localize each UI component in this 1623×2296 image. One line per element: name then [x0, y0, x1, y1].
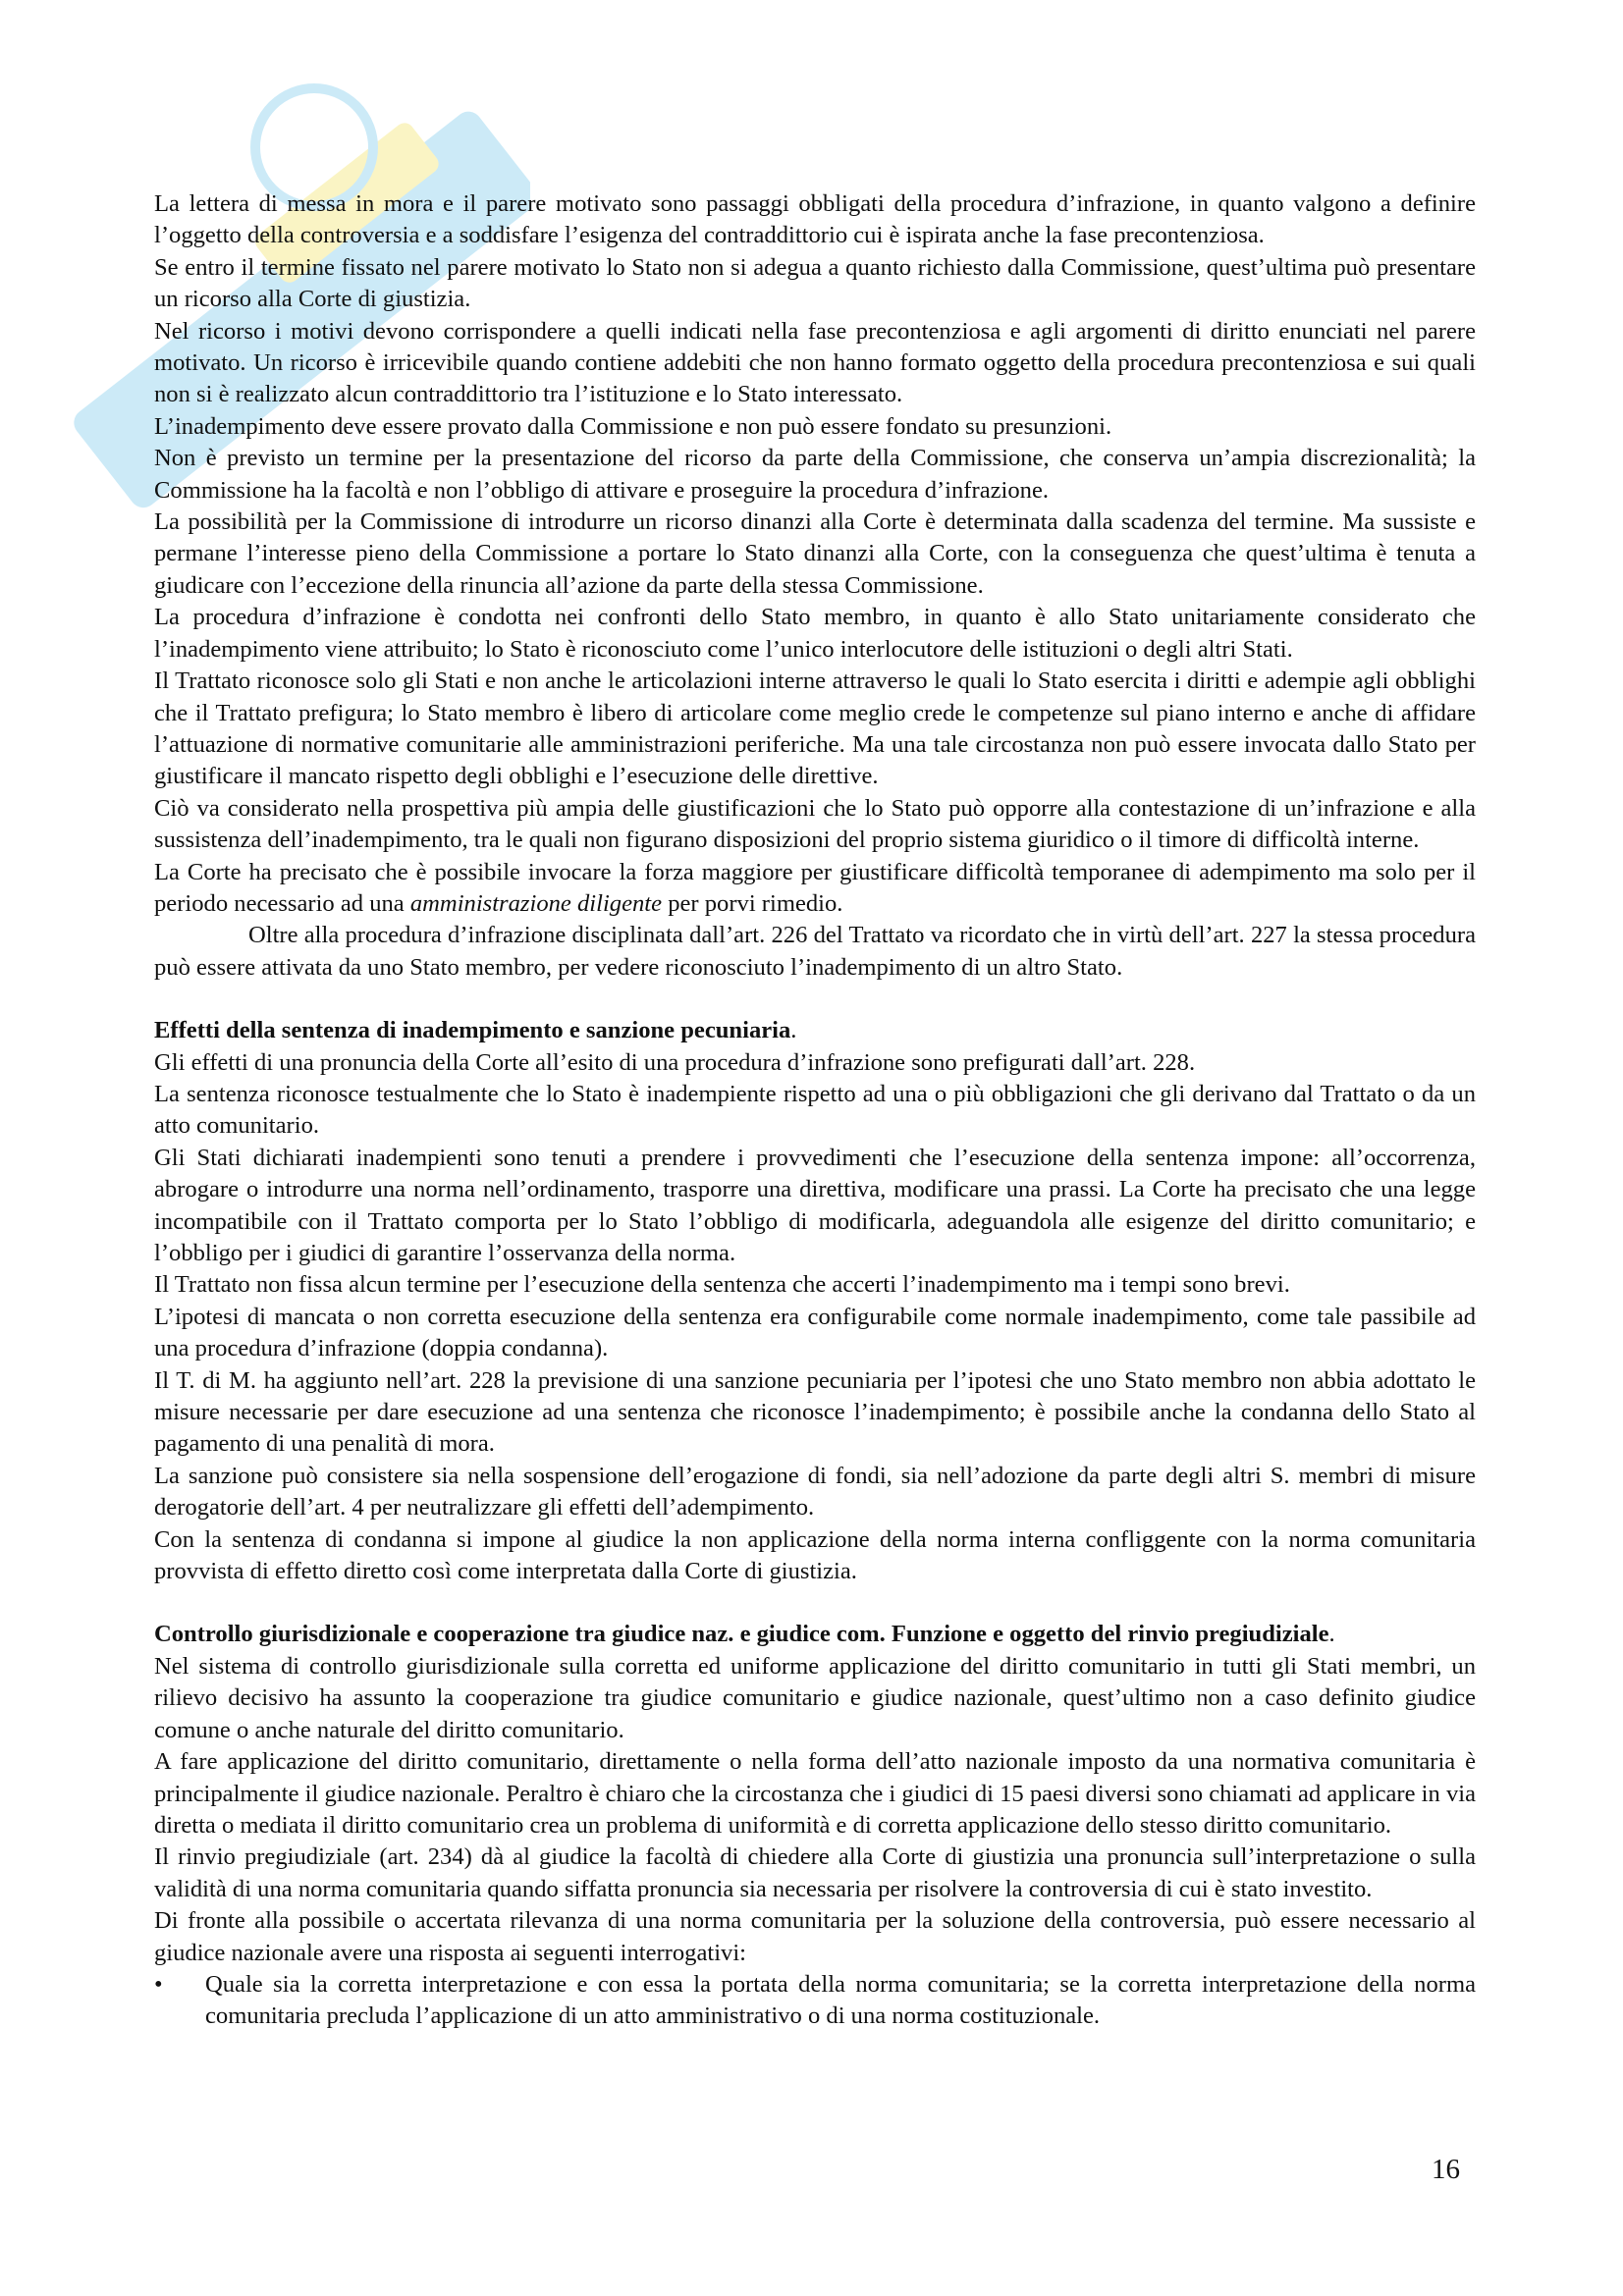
paragraph: Il rinvio pregiudiziale (art. 234) dà al giudice la facoltà di chiedere alla Corte di giustizia una pronuncia sull’interpretazione o sulla validità di una norma comunitaria quando siffatta pronuncia sia necessaria per risolvere la controversia di cui è stato investito. — [154, 1843, 1476, 1902]
paragraph: La possibilità per la Commissione di introdurre un ricorso dinanzi alla Corte è determinata dalla scadenza del termine. Ma sussiste e permane l’interesse pieno della Commissione a portare lo Stato dinanzi alla Corte, con la conseguenza che quest’ultima è tenuta a giudicare con l’eccezione della rinuncia all’azione da parte della stessa Commissione. — [154, 508, 1476, 599]
section-rinvio-pregiudiziale — [154, 1619, 1476, 2032]
paragraph: Gli effetti di una pronuncia della Corte all’esito di una procedura d’infrazione sono prefigurati dall’art. 228. — [154, 1048, 1196, 1076]
section-effetti-sentenza — [154, 1015, 1476, 1587]
paragraph: Il T. di M. ha aggiunto nell’art. 228 la previsione di una sanzione pecuniaria per l’ipotesi che uno Stato membro non abbia adottato le misure necessarie per dare esecuzione ad una sentenza che riconosce l’inadempimento; è possibile anche la condanna dello Stato al pagamento di una penalità di mora. — [154, 1366, 1476, 1458]
paragraph: L’inadempimento deve essere provato dalla Commissione e non può essere fondato su presunzioni. — [154, 412, 1112, 440]
section-heading — [154, 1619, 1476, 1650]
page-number: 16 — [1432, 2154, 1460, 2185]
paragraph: Nel sistema di controllo giurisdizionale sulla corretta ed uniforme applicazione del diritto comunitario in tutti gli Stati membri, un rilievo decisivo ha assunto la cooperazione tra giudice comunitario e giudice nazionale, quest’ultimo non a caso definito giudice comune o anche naturale del diritto comunitario. — [154, 1652, 1476, 1743]
paragraph: La procedura d’infrazione è condotta nei confronti dello Stato membro, in quanto è allo Stato unitariamente considerato che l’inadempimento viene attribuito; lo Stato è riconosciuto come l’unico interlocutore delle istituzioni o degli altri Stati. — [154, 604, 1476, 663]
heading-suffix: . — [790, 1017, 797, 1044]
paragraph-indented: Oltre alla procedura d’infrazione disciplinata dall’art. 226 del Trattato va ricordato che in virtù dell’art. 227 la stessa procedura può essere attivata da uno Stato membro, per vedere riconosciuto l’inadempimento di un altro Stato. — [154, 922, 1476, 981]
spacer — [154, 1587, 1476, 1619]
italic-term: amministrazione diligente — [409, 889, 663, 917]
paragraph: Se entro il termine fissato nel parere motivato lo Stato non si adegua a quanto richiesto dalla Commissione, quest’ultima può presentare un ricorso alla Corte di giustizia. — [154, 253, 1476, 313]
paragraph: Ciò va considerato nella prospettiva più ampia delle giustificazioni che lo Stato può opporre alla contestazione di un’infrazione e alla sussistenza dell’inadempimento, tra le quali non figurano disposizioni del proprio sistema giuridico o il timore di difficoltà interne. — [154, 794, 1476, 854]
paragraph: La sentenza riconosce testualmente che lo Stato è inadempiente rispetto ad una o più obbligazioni che gli derivano dal Trattato o da un atto comunitario. — [154, 1080, 1476, 1140]
paragraph: Non è previsto un termine per la presentazione del ricorso da parte della Commissione, che conserva un’ampia discrezionalità; la Commissione ha la facoltà e non l’obbligo di attivare e proseguire la procedura d’infrazione. — [154, 445, 1476, 504]
paragraph: Con la sentenza di condanna si impone al giudice la non applicazione della norma interna confliggente con la norma comunitaria provvista di effetto diretto così come interpretata dalla Corte di giustizia. — [154, 1525, 1476, 1585]
paragraph: A fare applicazione del diritto comunitario, direttamente o nella forma dell’atto nazionale imposto da una normativa comunitaria è principalmente il giudice nazionale. Peraltro è chiaro che la circostanza che i giudici di 15 paesi diversi sono chiamati ad applicare in via diretta o mediata il diritto comunitario crea un problema di uniformità e di corretta applicazione dello stesso diritto comunitario. — [154, 1748, 1476, 1839]
heading-text: Controllo giurisdizionale e cooperazione tra giudice naz. e giudice com. Funzione e oggetto del rinvio pregiudiziale — [154, 1621, 1329, 1648]
bullet-icon: • — [154, 1970, 163, 1998]
paragraph-forza-maggiore — [154, 857, 1476, 921]
heading-text: Effetti della sentenza di inadempimento e sanzione pecuniaria — [154, 1017, 791, 1044]
paragraph: L’ipotesi di mancata o non corretta esecuzione della sentenza era configurabile come normale inadempimento, come tale passibile ad una procedura d’infrazione (doppia condanna). — [154, 1303, 1476, 1362]
paragraph: Di fronte alla possibile o accertata rilevanza di una norma comunitaria per la soluzione della controversia, può essere necessario al giudice nazionale avere una risposta ai seguenti interrogativi: — [154, 1907, 1476, 1966]
spacer — [154, 984, 1476, 1015]
list-item — [154, 1969, 1476, 2033]
section-heading — [154, 1015, 1476, 1046]
paragraph: Il Trattato riconosce solo gli Stati e non anche le articolazioni interne attraverso le quali lo Stato esercita i diritti e adempie agli obblighi che il Trattato prefigura; lo Stato membro è libero di articolare come meglio crede le competenze sul piano interno e anche di affidare l’attuazione di normative comunitarie alle amministrazioni periferiche. Ma una tale circostanza non può essere invocata dallo Stato per giustificare il mancato rispetto degli obblighi e l’esecuzione delle direttive. — [154, 667, 1476, 790]
list-item-text: Quale sia la corretta interpretazione e con essa la portata della norma comunitaria; se la corretta interpretazione della norma comunitaria precluda l’applicazione di un atto amministrativo o di una norma costituzionale. — [205, 1970, 1476, 2030]
paragraph: Il Trattato non fissa alcun termine per l’esecuzione della sentenza che accerti l’inadempimento ma i tempi sono brevi. — [154, 1271, 1290, 1299]
section-procedura-infrazione — [154, 188, 1476, 984]
paragraph: La sanzione può consistere sia nella sospensione dell’erogazione di fondi, sia nell’adozione da parte degli altri S. membri di misure derogatorie dell’art. 4 per neutralizzare gli effetti dell’adempimento. — [154, 1462, 1476, 1522]
paragraph: Gli Stati dichiarati inadempienti sono tenuti a prendere i provvedimenti che l’esecuzione della sentenza impone: all’occorrenza, abrogare o introdurre una norma nell’ordinamento, trasporre una direttiva, modificare una prassi. La Corte ha precisato che una legge incompatibile con il Trattato comporta per lo Stato l’obbligo di modificarla, adeguandola alle esigenze del diritto comunitario; e l’obbligo per i giudici di garantire l’osservanza della norma. — [154, 1144, 1476, 1266]
heading-suffix: . — [1328, 1621, 1335, 1648]
text-run: per porvi rimedio. — [662, 889, 843, 917]
document-body — [154, 188, 1476, 2033]
text-run: La Corte ha precisato che è possibile invocare la forza maggiore per giustificare difficoltà temporanee di adempimento ma solo per il periodo necessario ad una — [154, 858, 1476, 917]
paragraph: Nel ricorso i motivi devono corrispondere a quelli indicati nella fase precontenziosa e agli argomenti di diritto enunciati nel parere motivato. Un ricorso è irricevibile quando contiene addebiti che non hanno formato oggetto della procedura precontenziosa e sui quali non si è realizzato alcun contraddittorio tra l’istituzione e lo Stato interessato. — [154, 317, 1476, 408]
paragraph: La lettera di messa in mora e il parere motivato sono passaggi obbligati della procedura d’infrazione, in quanto valgono a definire l’oggetto della controversia e a soddisfare l’esigenza del contraddittorio cui è ispirata anche la fase precontenziosa. — [154, 190, 1476, 249]
